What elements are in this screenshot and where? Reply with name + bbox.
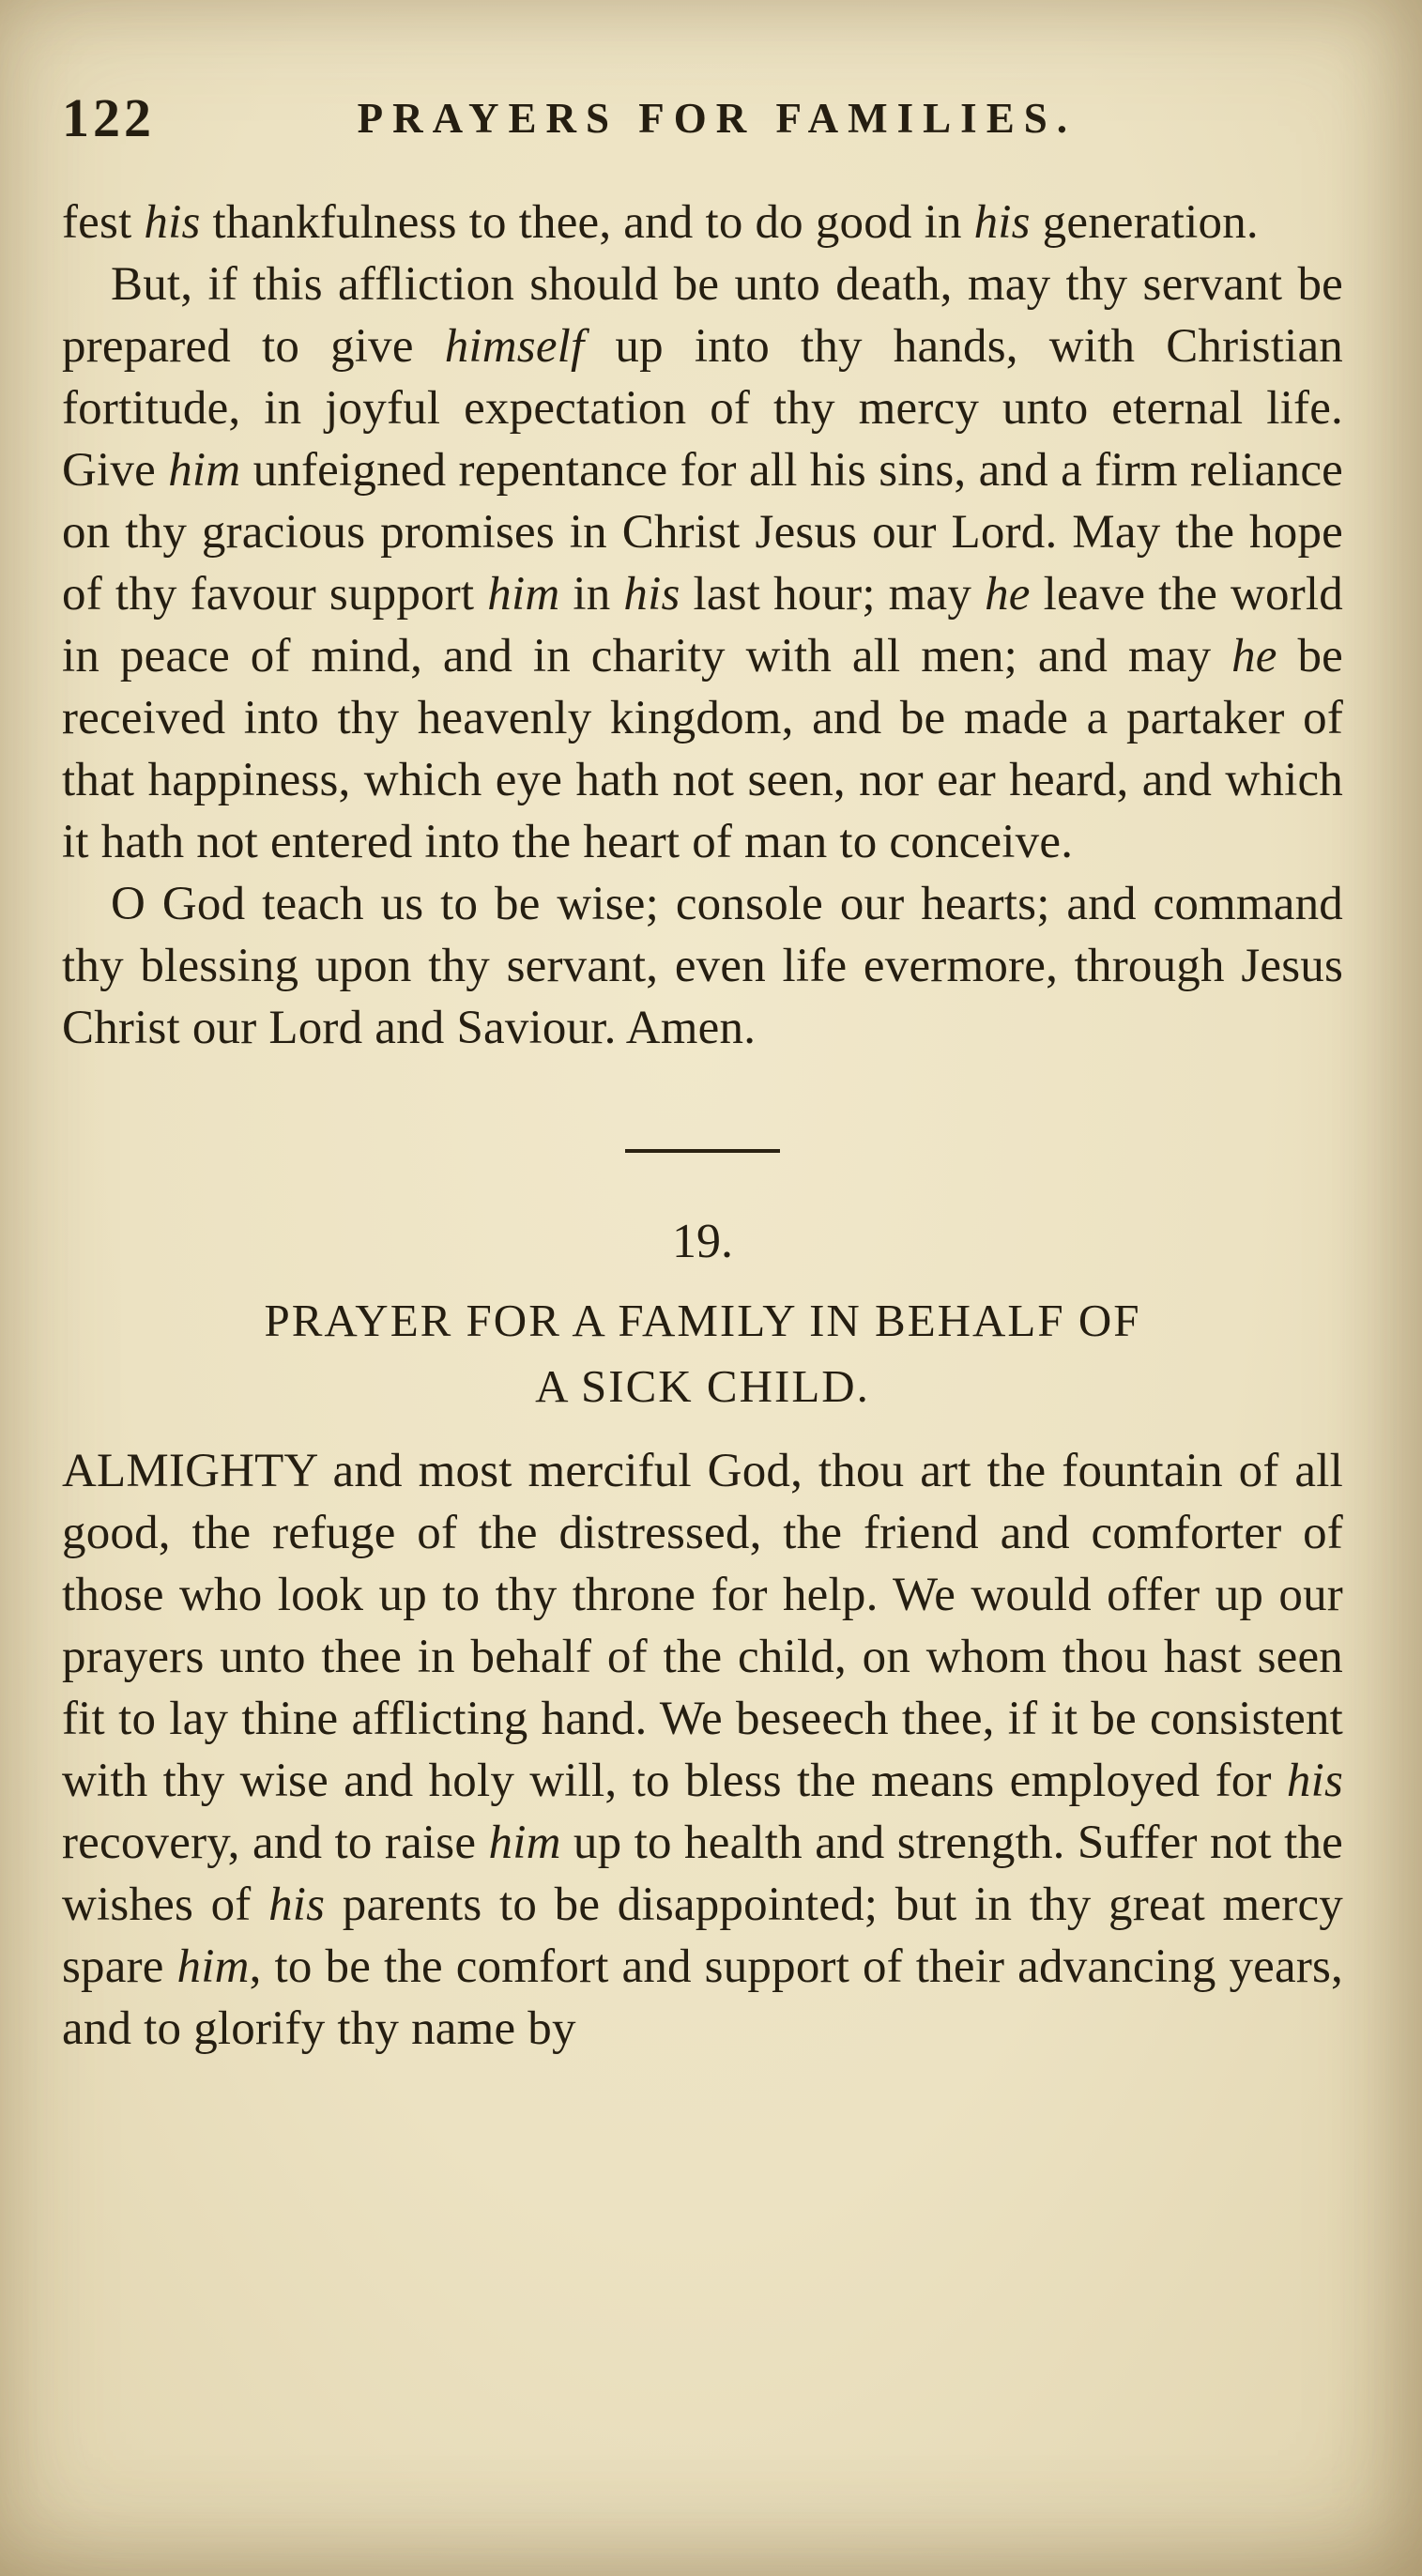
- paragraph: [62, 1440, 1343, 2060]
- page-number: 122: [62, 87, 155, 148]
- italic-word: him: [488, 1817, 561, 1869]
- section-title-line: A SICK CHILD.: [535, 1360, 870, 1412]
- text-segment: parents to be disappointed; but in thy great mercy spare: [62, 1878, 1343, 1993]
- italic-word: him: [176, 1940, 250, 1993]
- italic-word: himself: [444, 320, 585, 373]
- page-header: [62, 86, 1343, 160]
- text-segment: ALMIGHTY and most merciful God, thou art the fountain of all good, the refuge of the distressed, the friend and comforter of those who look up to thy throne for help. We would offer up our prayers unto thee in behalf of the child, on whom thou hast seen fit to lay thine afflicting hand. We beseech thee, if it be consistent with thy wise and holy will, to bless the means employed for: [62, 1445, 1343, 1807]
- text-segment: generation.: [1030, 196, 1259, 249]
- prayer-continuation-text: [62, 192, 1343, 1059]
- text-segment: up into thy hands, with Christian fortitude, in joyful expectation of thy mercy unto eternal life. Give: [62, 320, 1343, 497]
- paragraph: [62, 253, 1343, 873]
- text-segment: be received into thy heavenly kingdom, and be made a partaker of that happiness, which eye hath not seen, nor ear heard, and which it hath not entered into the heart of man to conceive.: [62, 630, 1343, 868]
- text-segment: O God teach us to be wise; console our hearts; and command thy blessing upon thy servant, even life evermore, through Jesus Christ our Lord and Saviour. Amen.: [62, 878, 1343, 1054]
- section-divider: [625, 1149, 780, 1153]
- paragraph: [62, 192, 1343, 253]
- italic-word: he: [985, 568, 1031, 621]
- text-segment: up to health and strength. Suffer not the wishes of: [62, 1817, 1343, 1931]
- paragraph: [62, 873, 1343, 1059]
- text-segment: in: [559, 568, 624, 621]
- section-title-line: PRAYER FOR A FAMILY IN BEHALF OF: [264, 1295, 1141, 1346]
- section-number: 19.: [672, 1215, 733, 1268]
- italic-word: his: [1286, 1755, 1343, 1807]
- text-segment: last hour; may: [680, 568, 986, 621]
- text-segment: recovery, and to raise: [62, 1817, 489, 1869]
- running-header: PRAYERS FOR FAMILIES.: [357, 95, 1077, 142]
- text-segment: leave the world in peace of mind, and in charity with all men; and may: [62, 568, 1343, 682]
- section-title: [62, 1288, 1343, 1419]
- italic-word: him: [487, 568, 560, 621]
- italic-word: he: [1231, 630, 1277, 682]
- text-segment: fest: [62, 196, 145, 249]
- italic-word: his: [973, 196, 1031, 249]
- text-segment: , to be the comfort and support of their advancing years, and to glorify thy name by: [62, 1940, 1343, 2055]
- italic-word: his: [623, 568, 680, 621]
- text-segment: unfeigned repentance for all his sins, and a firm reliance on thy gracious promises in Christ Jesus our Lord. May the hope of thy favour support: [62, 444, 1343, 621]
- text-segment: But, if this affliction should be unto death, may thy servant be prepared to give: [62, 258, 1343, 373]
- italic-word: his: [268, 1878, 326, 1931]
- italic-word: his: [144, 196, 201, 249]
- text-segment: thankfulness to thee, and to do good in: [200, 196, 974, 249]
- prayer-19-text: [62, 1440, 1343, 2060]
- italic-word: him: [168, 444, 241, 497]
